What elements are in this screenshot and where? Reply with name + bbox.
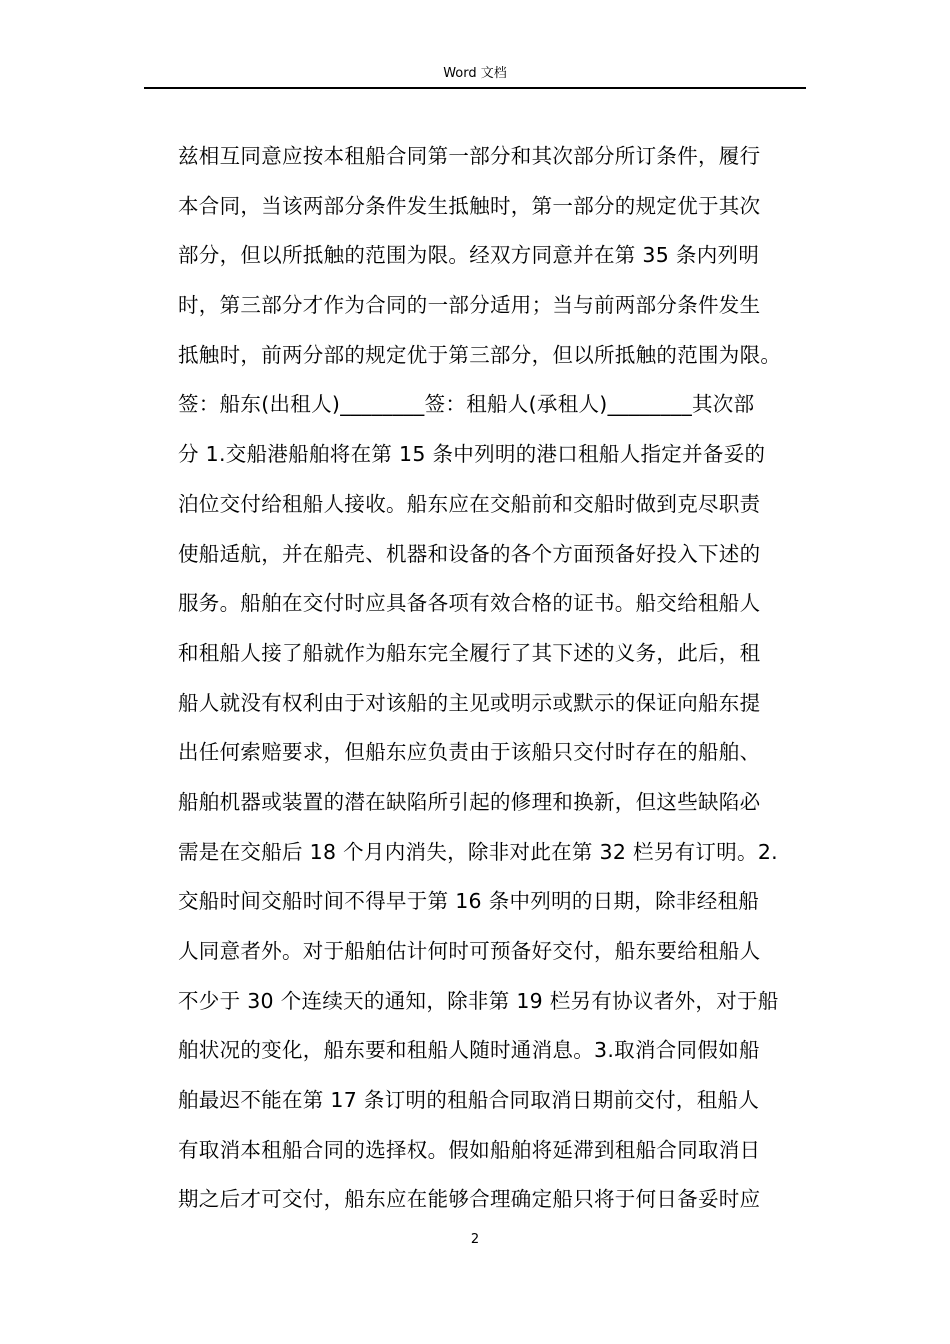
body-line: 人同意者外。对于船舶估计何时可预备好交付，船东要给租船人 [178,939,761,963]
header-divider [144,87,806,89]
body-line: 舶状况的变化，船东要和租船人随时通消息。3.取消合同假如船 [178,1038,760,1063]
body-line: 有取消本租船合同的选择权。假如船舶将延滞到租船合同取消日 [178,1137,761,1162]
body-line: 部分，但以所抵触的范围为限。经双方同意并在第 35 条内列明 [178,243,760,268]
page-number: 2 [470,1232,480,1247]
body-line: 船舶机器或装置的潜在缺陷所引起的修理和换新，但这些缺陷必 [178,789,761,814]
document-body [178,132,818,1225]
page-header-title: Word 文档 [443,66,507,81]
body-line: 时，第三部分才作为合同的一部分适用；当与前两部分条件发生 [178,293,761,318]
body-line: 服务。船舶在交付时应具备各项有效合格的证书。船交给租船人 [178,591,761,616]
body-line: 和租船人接了船就作为船东完全履行了其下述的义务，此后，租 [178,640,761,665]
body-line: 需是在交船后 18 个月内消失，除非对此在第 32 栏另有订明。2. [178,839,778,864]
body-line: 兹相互同意应按本租船合同第一部分和其次部分所订条件，履行 [178,144,761,168]
body-line: 期之后才可交付，船东应在能够合理确定船只将于何日备妥时应 [178,1187,761,1212]
body-line: 交船时间交船时间不得早于第 16 条中列明的日期，除非经租船 [178,889,760,914]
body-line: 泊位交付给租船人接收。船东应在交船前和交船时做到克尽职责 [178,491,761,516]
body-line: 出任何索赔要求，但船东应负责由于该船只交付时存在的船舶、 [178,740,761,765]
body-line: 不少于 30 个连续天的通知，除非第 19 栏另有协议者外，对于船 [178,988,779,1013]
body-line: 船人就没有权利由于对该船的主见或明示或默示的保证向船东提 [178,690,761,715]
body-line: 舶最迟不能在第 17 条订明的租船合同取消日期前交付，租船人 [178,1088,760,1113]
body-line: 分 1.交船港船舶将在第 15 条中列明的港口租船人指定并备妥的 [178,442,766,467]
body-line: 抵触时，前两分部的规定优于第三部分，但以所抵触的范围为限。 [178,342,782,367]
body-line: 本合同，当该两部分条件发生抵触时，第一部分的规定优于其次 [178,193,761,218]
body-line: 签：船东(出租人)________签：租船人(承租人)________其次部 [178,392,755,417]
body-line: 使船适航，并在船壳、机器和设备的各个方面预备好投入下述的 [178,541,761,566]
